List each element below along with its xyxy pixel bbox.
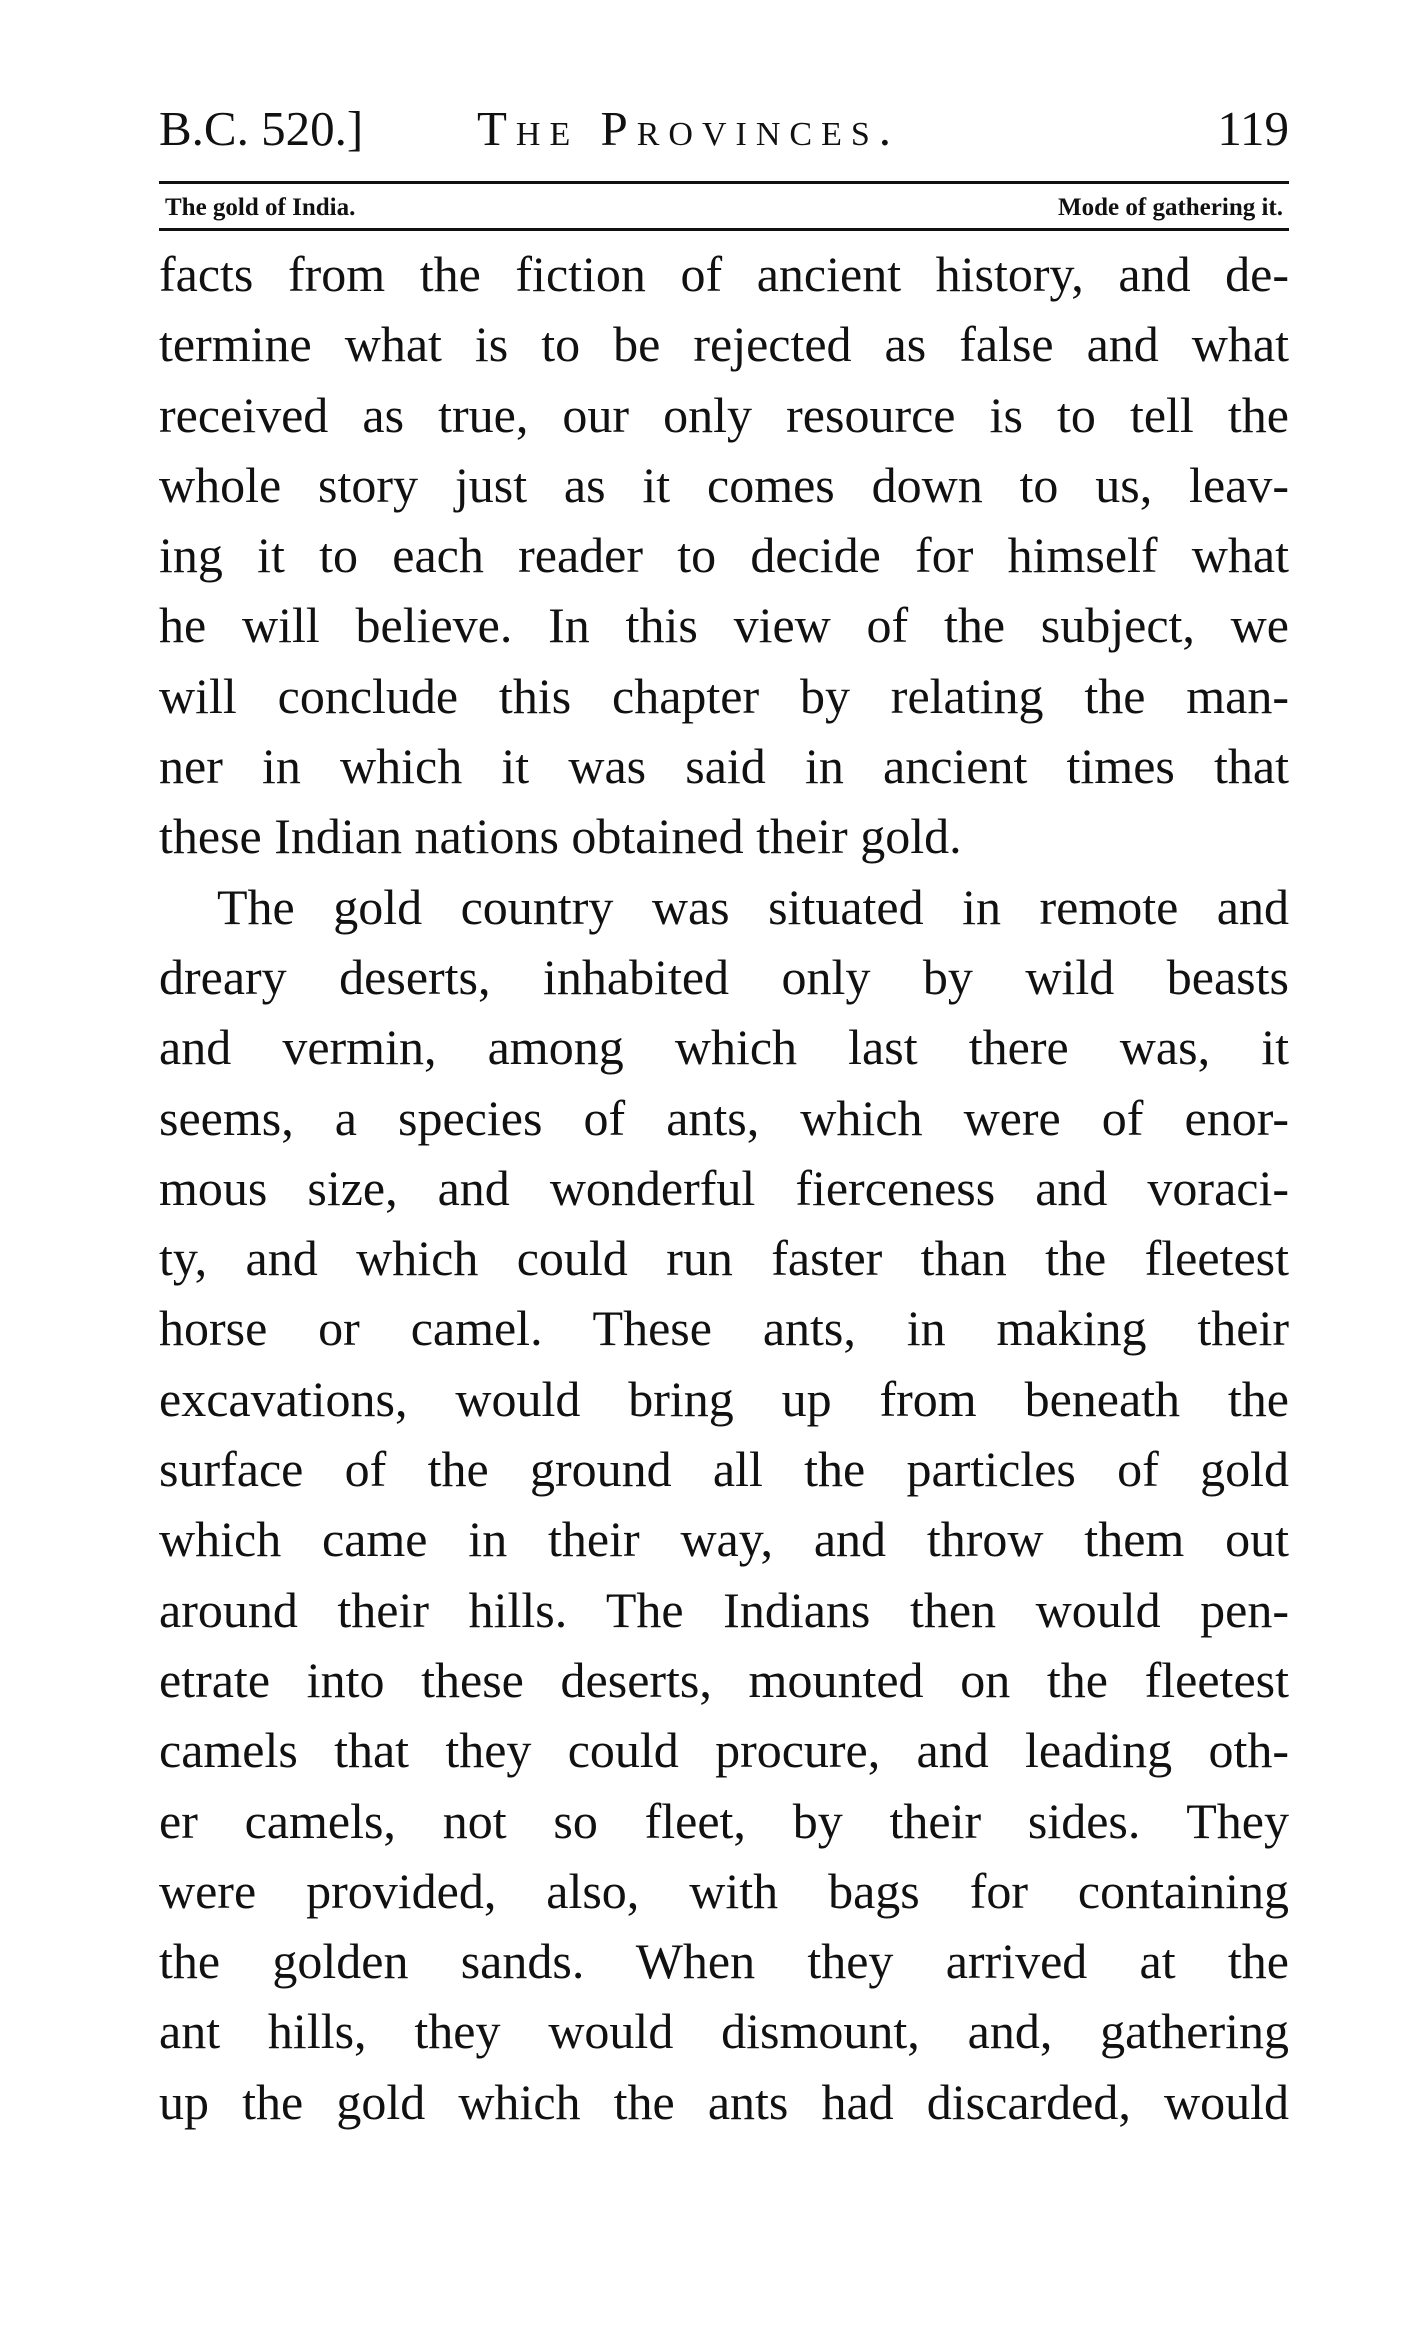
text-line: up the gold which the ants had discarded, would [159, 2073, 1289, 2130]
text-line: ant hills, they would dismount, and, gathering [159, 2003, 1289, 2060]
text-line: these Indian nations obtained their gold. [159, 808, 962, 865]
book-page [159, 95, 1289, 2137]
running-head [159, 95, 1289, 163]
text-line: etrate into these deserts, mounted on the fleetest [159, 1651, 1289, 1708]
sidenote-bar [159, 184, 1289, 228]
text-line: facts from the fiction of ancient history, and de- [159, 246, 1289, 302]
body-text [159, 239, 1289, 2137]
text-line: surface of the ground all the particles of gold [159, 1441, 1289, 1498]
paragraph-2 [159, 872, 1289, 2137]
sidenote-right: Mode of gathering it. [1058, 194, 1283, 221]
text-line: er camels, not so fleet, by their sides. They [159, 1792, 1289, 1849]
text-line: which came in their way, and throw them out [159, 1511, 1289, 1568]
text-line: ing it to each reader to decide for himself what [159, 527, 1289, 584]
text-line: dreary deserts, inhabited only by wild beasts [159, 948, 1289, 1005]
text-line: excavations, would bring up from beneath the [159, 1370, 1289, 1427]
text-line: seems, a species of ants, which were of enor- [159, 1089, 1289, 1146]
text-line: ner in which it was said in ancient times that [159, 738, 1289, 795]
text-line: the golden sands. When they arrived at the [159, 1933, 1289, 1990]
text-line: termine what is to be rejected as false and what [159, 316, 1289, 373]
text-line: around their hills. The Indians then would pen- [159, 1581, 1289, 1638]
header-date: B.C. 520.] [159, 101, 364, 156]
text-line: will conclude this chapter by relating the man- [159, 667, 1289, 724]
text-line: camels that they could procure, and leading oth- [159, 1722, 1289, 1779]
page-number: 119 [1217, 101, 1289, 156]
text-line: ty, and which could run faster than the fleetest [159, 1230, 1289, 1287]
text-line: horse or camel. These ants, in making their [159, 1300, 1289, 1357]
text-line: The gold country was situated in remote and [217, 878, 1289, 935]
text-line: received as true, our only resource is to tell the [159, 386, 1289, 443]
text-line: mous size, and wonderful fierceness and voraci- [159, 1159, 1289, 1216]
sidenote-left: The gold of India. [165, 194, 356, 221]
text-line: and vermin, among which last there was, it [159, 1019, 1289, 1076]
text-line: he will believe. In this view of the subject, we [159, 597, 1289, 654]
text-line: whole story just as it comes down to us, leav- [159, 456, 1289, 513]
text-line: were provided, also, with bags for containing [159, 1862, 1289, 1919]
header-title: The Provinces. [477, 101, 901, 156]
paragraph-1 [159, 239, 1289, 872]
